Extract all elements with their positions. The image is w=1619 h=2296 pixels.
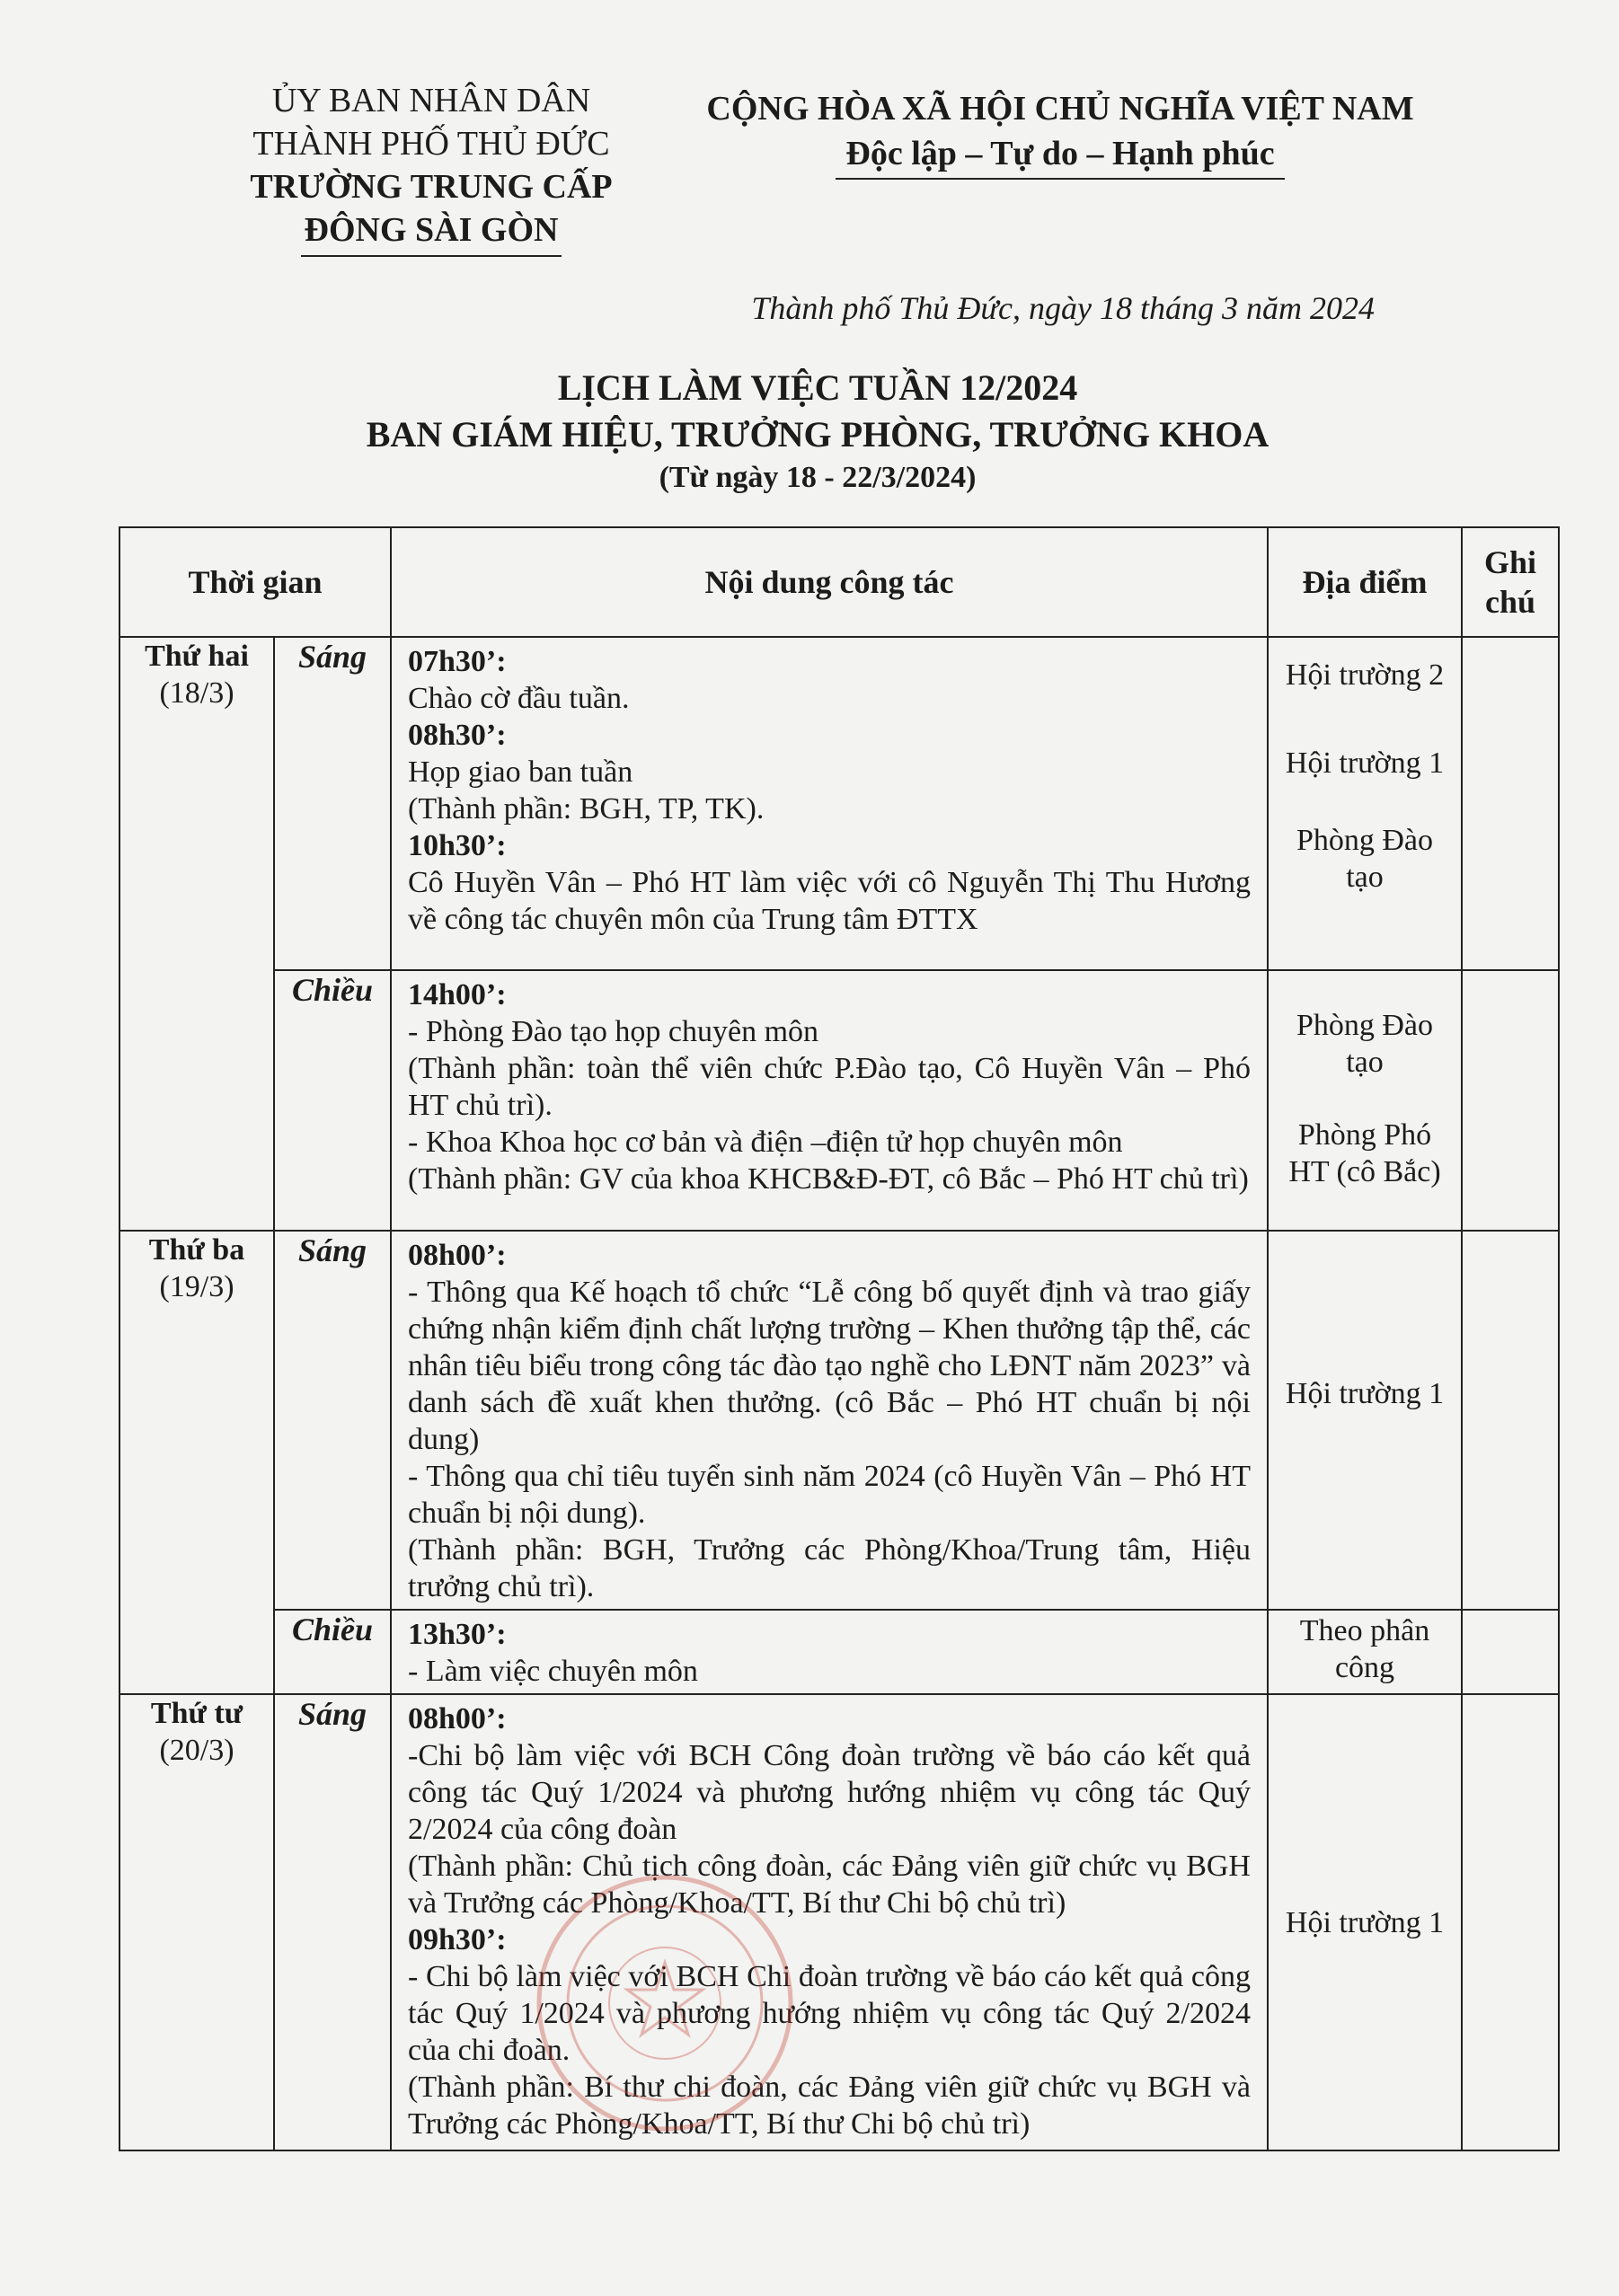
place-value: Hội trường 2 [1285,658,1445,692]
table-header-row [119,527,1559,637]
session-content [391,1231,1268,1610]
authority-line-2: THÀNH PHỐ THỦ ĐỨC [252,125,610,163]
day-name: Thứ ba [148,1233,245,1267]
issuing-authority [198,79,665,257]
document-title [180,365,1455,498]
school-name-line-2: ĐÔNG SÀI GÒN [304,211,559,249]
note-cell [1462,970,1559,1231]
session-content [391,970,1268,1231]
content-line: Cô Huyền Vân – Phó HT làm việc với cô Nguyễn Thị Thu Hương về công tác chuyên môn của Trung tâm ĐTTX [408,866,1251,936]
day-date: (19/3) [159,1270,234,1303]
content-line: - Khoa Khoa học cơ bản và điện –điện tử họp chuyên môn [408,1126,1123,1159]
time-label: 13h30’: [408,1618,507,1651]
content-line: (Thành phần: toàn thể viên chức P.Đào tạo, Cô Huyền Vân – Phó HT chủ trì). [408,1052,1251,1122]
session-label: Chiều [274,970,391,1231]
content-line: (Thành phần: GV của khoa KHCB&Đ-ĐT, cô Bắc – Phó HT chủ trì) [408,1162,1249,1196]
header-note-line-2: chú [1484,584,1536,620]
authority-line-1: ỦY BAN NHÂN DÂN [271,82,591,119]
table-row [119,637,1559,970]
content-line: - Thông qua Kế hoạch tổ chức “Lễ công bố quyết định và trao giấy chứng nhận kiểm định chất lượng trường – Khen thưởng tập thể, các nhân tiêu biểu trong công tác đào tạo nghề cho LĐNT năm 2023” và danh sách đề xuất khen thưởng. (cô Bắc – Phó HT chuẩn bị nội dung) [408,1276,1251,1456]
place-value: Hội trường 1 [1285,1905,1445,1939]
place-cell [1268,637,1462,970]
header-content: Nội dung công tác [391,527,1268,637]
session-content [391,637,1268,970]
time-label: 10h30’: [408,829,507,862]
place-value: Hội trường 1 [1285,746,1445,780]
place-cell [1268,970,1462,1231]
country-name: CỘNG HÒA XÃ HỘI CHỦ NGHĨA VIỆT NAM [706,90,1414,128]
header-place: Địa điểm [1268,527,1462,637]
table-row [119,1694,1559,2150]
schedule-table [119,526,1560,2151]
note-cell [1462,1694,1559,2150]
content-line: (Thành phần: Bí thư chi đoàn, các Đảng viên giữ chức vụ BGH và Trưởng các Phòng/Khoa/TT, Bí thư Chi bộ chủ trì) [408,2071,1251,2141]
content-line: Họp giao ban tuần [408,755,633,789]
motto: Độc lập – Tự do – Hạnh phúc [845,135,1275,172]
time-label: 07h30’: [408,645,507,678]
day-date: (18/3) [159,676,234,710]
time-label: 08h00’: [408,1702,507,1735]
place-date-line: Thành phố Thủ Đức, ngày 18 tháng 3 năm 2024 [751,290,1375,326]
place-cell [1268,1694,1462,2150]
place-value: Hội trường 1 [1285,1376,1445,1410]
table-row [119,1610,1559,1694]
content-line: - Phòng Đào tạo họp chuyên môn [408,1015,819,1048]
day-cell [119,637,274,1231]
time-label: 08h00’: [408,1239,507,1272]
session-content [391,1610,1268,1694]
school-name-line-1: TRƯỜNG TRUNG CẤP [250,168,613,206]
session-label: Sáng [274,637,391,970]
place-value: Theo phân công [1299,1614,1430,1684]
motto-underline [836,178,1285,180]
content-line: - Chi bộ làm việc với BCH Chi đoàn trường về báo cáo kết quả công tác Quý 1/2024 và phương hướng nhiệm vụ công tác Quý 2/2024 của chi đoàn. [408,1960,1251,2067]
place-value: Phòng Đào tạo [1296,1009,1434,1079]
day-date: (20/3) [159,1734,234,1767]
content-line: (Thành phần: Chủ tịch công đoàn, các Đảng viên giữ chức vụ BGH và Trưởng các Phòng/Khoa/TT, Bí thư Chi bộ chủ trì) [408,1850,1251,1920]
header-time: Thời gian [119,527,391,637]
day-name: Thứ hai [145,640,249,673]
time-label: 08h30’: [408,719,507,752]
place-value: Phòng Đào tạo [1296,824,1434,894]
content-line: Chào cờ đầu tuần. [408,682,630,715]
content-line: (Thành phần: BGH, Trưởng các Phòng/Khoa/Trung tâm, Hiệu trưởng chủ trì). [408,1533,1251,1603]
content-line: - Làm việc chuyên môn [408,1655,698,1688]
table-row [119,970,1559,1231]
header-note [1462,527,1559,637]
place-cell [1268,1231,1462,1610]
content-line: (Thành phần: BGH, TP, TK). [408,792,765,826]
place-value: Phòng Phó HT (cô Bắc) [1288,1118,1441,1188]
time-label: 09h30’: [408,1923,507,1956]
note-cell [1462,1610,1559,1694]
title-line-2: BAN GIÁM HIỆU, TRƯỞNG PHÒNG, TRƯỞNG KHOA [366,414,1270,455]
day-cell [119,1694,274,2150]
title-line-1: LỊCH LÀM VIỆC TUẦN 12/2024 [557,367,1078,408]
content-line: -Chi bộ làm việc với BCH Công đoàn trường về báo cáo kết quả công tác Quý 1/2024 và phương hướng nhiệm vụ công tác Quý 2/2024 của công đoàn [408,1739,1251,1846]
session-label: Chiều [274,1610,391,1694]
session-content [391,1694,1268,2150]
note-cell [1462,637,1559,970]
session-label: Sáng [274,1231,391,1610]
day-cell [119,1231,274,1694]
table-row [119,1231,1559,1610]
national-motto [683,86,1438,180]
session-label: Sáng [274,1694,391,2150]
day-name: Thứ tư [150,1697,243,1730]
authority-underline [301,255,562,257]
title-date-range: (Từ ngày 18 - 22/3/2024) [659,461,977,494]
time-label: 14h00’: [408,978,507,1011]
content-line: - Thông qua chỉ tiêu tuyển sinh năm 2024 (cô Huyền Vân – Phó HT chuẩn bị nội dung). [408,1460,1251,1530]
place-cell [1268,1610,1462,1694]
note-cell [1462,1231,1559,1610]
header-note-line-1: Ghi [1483,544,1537,580]
